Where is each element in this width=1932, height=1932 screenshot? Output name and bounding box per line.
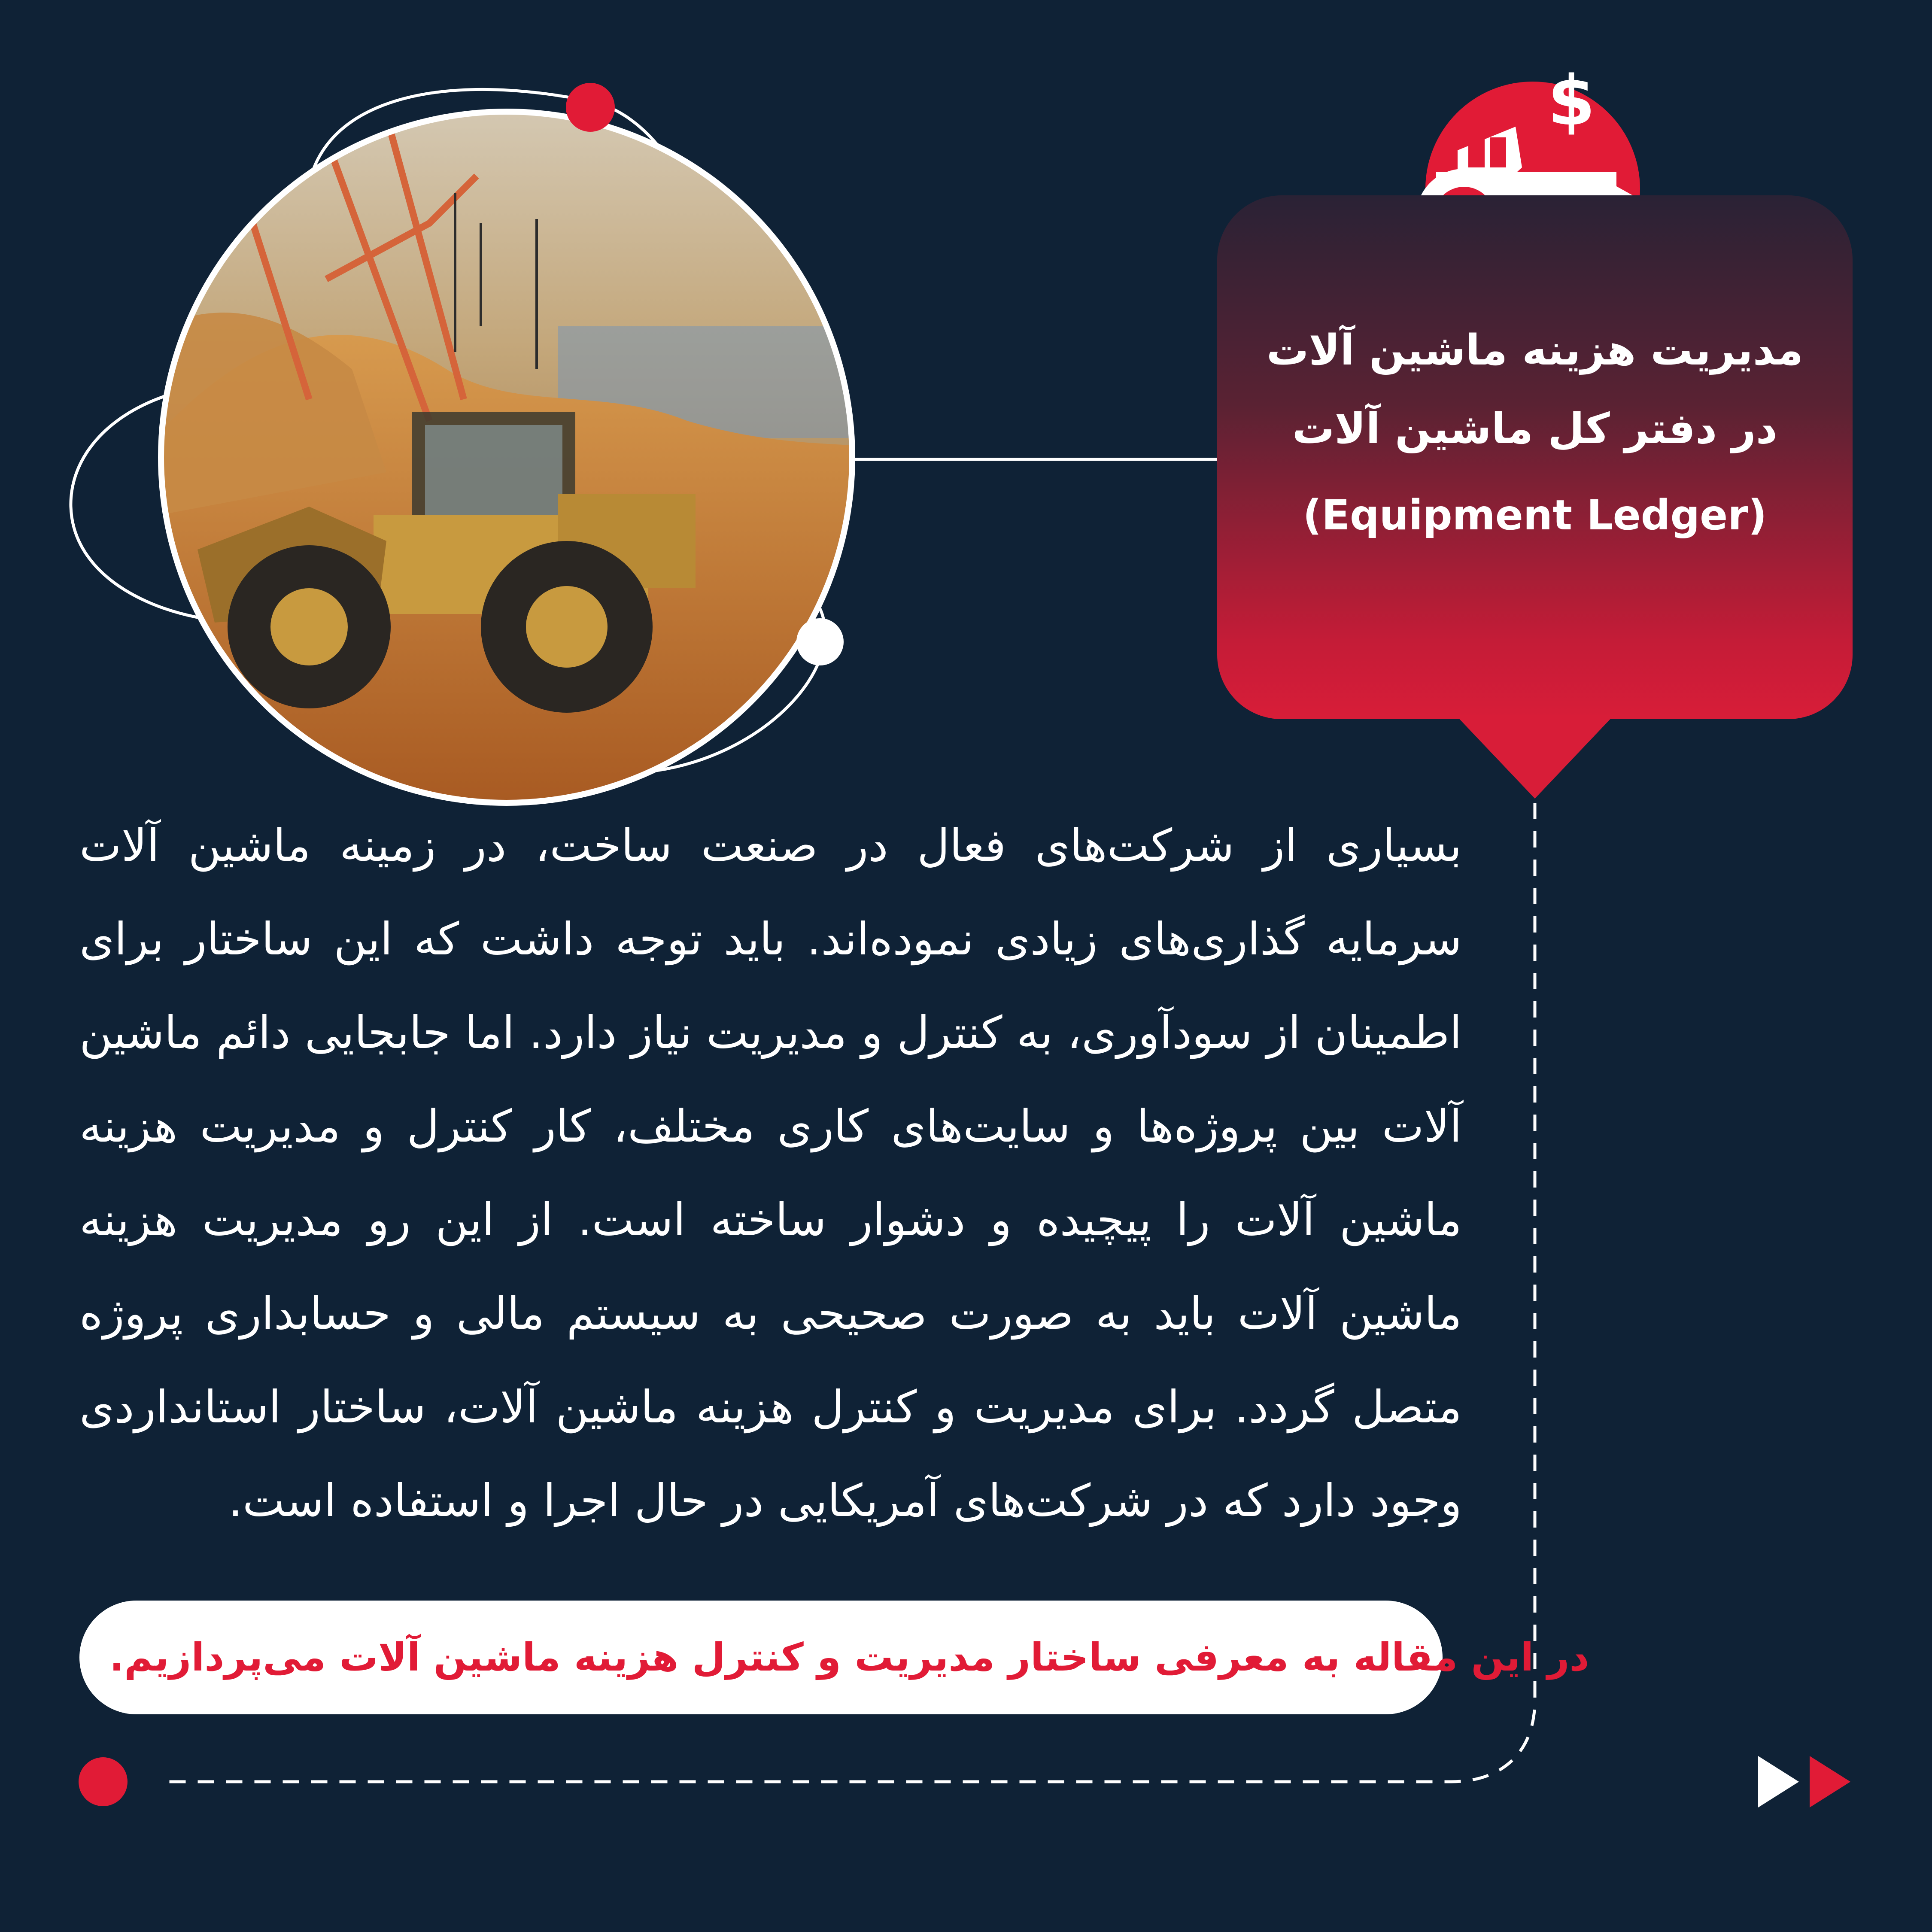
title-line-1: مدیریت هزینه ماشین آلات <box>1266 326 1804 375</box>
connector-end-dot <box>79 1757 128 1806</box>
title-line-3: (Equipment Ledger) <box>1303 491 1767 539</box>
orbit-dot-white <box>796 618 844 665</box>
orbit-dot-red <box>566 83 615 132</box>
title-card <box>1217 195 1853 719</box>
body-paragraph <box>79 799 1462 1547</box>
highlight-pill <box>79 1601 1589 1714</box>
double-chevron-right-icon <box>1758 1756 1850 1807</box>
title-line-2: در دفتر کل ماشین آلات <box>1292 404 1778 453</box>
title-card-pointer <box>1455 715 1614 799</box>
highlight-text: در این مقاله به معرفی ساختار مدیریت و کنترل هزینه ماشین آلات می‌پردازیم. <box>109 1635 1589 1680</box>
body-paragraph-text: بسیاری از شرکت‌های فعال در صنعت ساخت، در زمینه ماشین آلات سرمایه گذاری‌های زیادی نموده‌اند. باید توجه داشت که این ساختار برای اطمینان از سودآوری، به کنترل و مدیریت نیاز دارد. اما جابجایی دائم ماشین آلات بین پروژه‌ها و سایت‌های کاری مختلف، کار کنترل و مدیریت هزینه ماشین آلات را پیچیده و دشوار ساخته است. از این رو مدیریت هزینه ماشین آلات باید به صورت صحیحی به سیستم مالی و حسابداری پروژه متصل گردد. برای مدیریت و کنترل هزینه ماشین آلات، ساختار استانداردی وجود دارد که در شرکت‌های آمریکایی در حال اجرا و استفاده است. <box>79 819 1462 1527</box>
svg-text:$: $ <box>1547 61 1595 141</box>
